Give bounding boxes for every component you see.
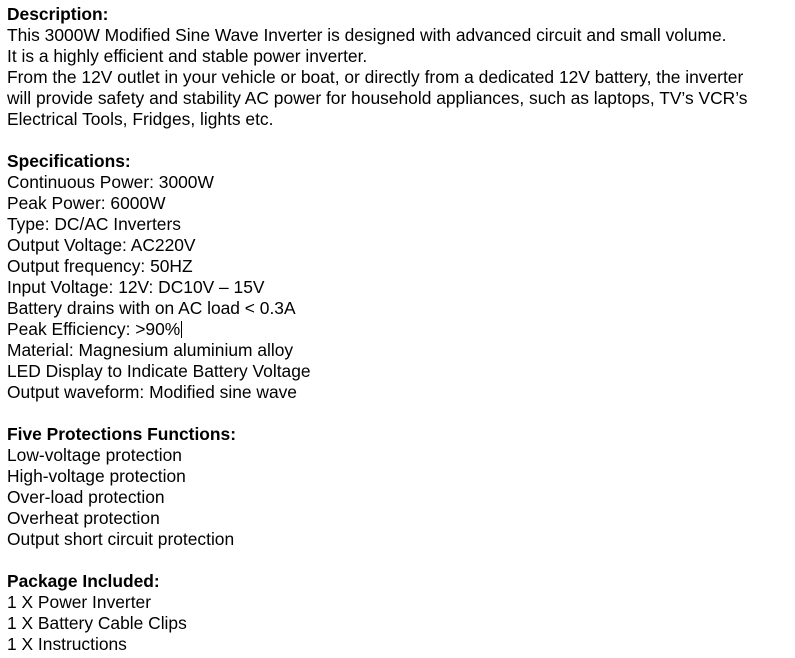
protections-heading: Five Protections Functions: bbox=[7, 424, 236, 444]
description-line: will provide safety and stability AC power for household appliances, such as laptops, TV’s VCR’s bbox=[7, 88, 748, 108]
description-heading: Description: bbox=[7, 4, 109, 24]
protection-item: Low-voltage protection bbox=[7, 445, 182, 465]
spec-item-with-caret[interactable] bbox=[7, 319, 793, 340]
section-spacer bbox=[7, 130, 793, 151]
document-body bbox=[7, 4, 793, 655]
spec-item: Output waveform: Modified sine wave bbox=[7, 382, 297, 402]
spec-item: Output frequency: 50HZ bbox=[7, 256, 193, 276]
package-item: 1 X Instructions bbox=[7, 634, 127, 654]
description-line: This 3000W Modified Sine Wave Inverter is designed with advanced circuit and small volume. bbox=[7, 25, 727, 45]
spec-item: Peak Power: 6000W bbox=[7, 193, 166, 213]
spec-item[interactable]: Peak Efficiency: >90% bbox=[7, 319, 181, 339]
spec-item: LED Display to Indicate Battery Voltage bbox=[7, 361, 311, 381]
protection-item: Overheat protection bbox=[7, 508, 160, 528]
description-line: Electrical Tools, Fridges, lights etc. bbox=[7, 109, 274, 129]
package-heading: Package Included: bbox=[7, 571, 160, 591]
spec-item: Continuous Power: 3000W bbox=[7, 172, 214, 192]
spec-item: Battery drains with on AC load < 0.3A bbox=[7, 298, 296, 318]
package-item: 1 X Battery Cable Clips bbox=[7, 613, 187, 633]
description-line: It is a highly efficient and stable power inverter. bbox=[7, 46, 368, 66]
spec-item: Input Voltage: 12V: DC10V – 15V bbox=[7, 277, 265, 297]
text-cursor bbox=[181, 321, 182, 338]
section-spacer bbox=[7, 403, 793, 424]
spec-item: Type: DC/AC Inverters bbox=[7, 214, 181, 234]
protection-item: Output short circuit protection bbox=[7, 529, 235, 549]
section-spacer bbox=[7, 550, 793, 571]
protection-item: Over-load protection bbox=[7, 487, 165, 507]
protection-item: High-voltage protection bbox=[7, 466, 186, 486]
spec-item: Output Voltage: AC220V bbox=[7, 235, 196, 255]
specifications-heading: Specifications: bbox=[7, 151, 131, 171]
package-item: 1 X Power Inverter bbox=[7, 592, 152, 612]
description-line: From the 12V outlet in your vehicle or boat, or directly from a dedicated 12V battery, the inverter bbox=[7, 67, 744, 87]
spec-item: Material: Magnesium aluminium alloy bbox=[7, 340, 294, 360]
